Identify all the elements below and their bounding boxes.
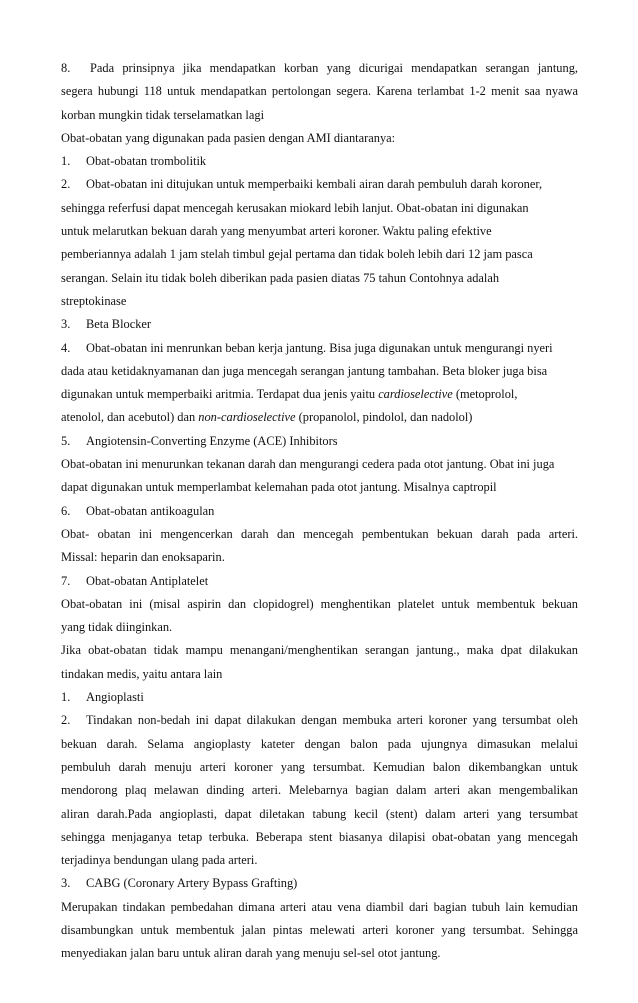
- item-number: 7.: [61, 573, 71, 588]
- list-item-cabg: [61, 872, 578, 895]
- thrombolytic-desc-line-6: streptokinase: [61, 293, 127, 308]
- thrombolytic-desc-line-3: untuk melarutkan bekuan darah yang menyumbat arteri koroner. Waktu paling efektive: [61, 224, 492, 239]
- item-heading: Obat-obatan trombolitik: [86, 154, 207, 169]
- thrombolytic-desc-line-1: [61, 173, 578, 196]
- item-number: 5.: [61, 433, 71, 448]
- procedures-intro-line-1: Jika obat-obatan tidak mampu menangani/menghentikan serangan jantung., maka dpat dilakukan: [61, 643, 578, 658]
- angioplasty-desc-line-3: pembuluh darah menuju arteri koroner yang tersumbat. Kemudian balon dikembangkan untuk: [61, 759, 578, 774]
- antiplatelet-desc-line-1: Obat-obatan ini (misal aspirin dan clopidogrel) menghentikan platelet untuk membentuk bekuan: [61, 596, 578, 611]
- text: Obat-obatan ini ditujukan untuk memperbaiki kembali airan darah pembuluh darah koroner,: [86, 177, 543, 192]
- text: (propanolol, pindolol, dan nadolol): [295, 410, 473, 425]
- item-number: 6.: [61, 503, 71, 518]
- item-heading: Beta Blocker: [86, 317, 152, 332]
- drug-list-intro: Obat-obatan yang digunakan pada pasien dengan AMI diantaranya:: [61, 130, 396, 145]
- anticoagulant-desc-line-1: Obat- obatan ini mengencerkan darah dan mencegah pembentukan bekuan darah pada arteri.: [61, 526, 578, 541]
- cabg-desc-line-3: menyediakan jalan baru untuk aliran darah yang menuju sel-sel otot jantung.: [61, 946, 441, 961]
- list-item-thrombolytic: [61, 150, 578, 173]
- list-item-ace-inhibitors: [61, 430, 578, 453]
- item-number: 1.: [61, 690, 71, 705]
- ace-desc-line-2: dapat digunakan untuk memperlambat kelemahan pada otot jantung. Misalnya captropil: [61, 480, 497, 495]
- beta-blocker-desc-line-4: [61, 406, 578, 429]
- list-item-anticoagulant: [61, 500, 578, 523]
- paragraph-8-line-1: [61, 57, 578, 80]
- item-number: 3.: [61, 876, 71, 891]
- item-number: 2.: [61, 713, 71, 728]
- procedures-intro-line-2: tindakan medis, yaitu antara lain: [61, 666, 223, 681]
- thrombolytic-desc-line-4: pemberiannya adalah 1 jam stelah timbul gejal pertama dan tidak boleh lebih dari 12 jam pasca: [61, 247, 533, 262]
- list-item-angioplasty: [61, 686, 578, 709]
- item-heading: Obat-obatan antikoagulan: [86, 503, 215, 518]
- item-number: 1.: [61, 154, 71, 169]
- item-heading: Angioplasti: [86, 690, 144, 705]
- antiplatelet-desc-line-2: yang tidak diinginkan.: [61, 620, 173, 635]
- thrombolytic-desc-line-2: sehingga referfusi dapat mencegah kerusakan miokard lebih lanjut. Obat-obatan ini digunakan: [61, 200, 529, 215]
- paragraph-8-line-2: segera hubungi 118 untuk mendapatkan pertolongan segera. Karena terlambat 1-2 menit saa nyawa: [61, 84, 578, 99]
- cabg-desc-line-2: disambungkan untuk membentuk jalan pintas melewati arteri koroner yang tersumbat. Sehingga: [61, 922, 578, 937]
- item-number: 3.: [61, 317, 71, 332]
- cabg-desc-line-1: Merupakan tindakan pembedahan dimana arteri atau vena diambil dari bagian tubuh lain kemudian: [61, 899, 578, 914]
- item-heading: CABG (Coronary Artery Bypass Grafting): [86, 876, 298, 891]
- text: Tindakan non-bedah ini dapat dilakukan dengan membuka arteri koroner yang tersumbat oleh: [86, 713, 578, 728]
- text: (metoprolol,: [452, 387, 518, 402]
- angioplasty-desc-line-1: [61, 709, 578, 732]
- beta-blocker-desc-line-2: dada atau ketidaknyamanan dan juga mencegah serangan jantung tambahan. Beta bloker juga bisa: [61, 363, 548, 378]
- list-item-beta-blocker: [61, 313, 578, 336]
- anticoagulant-desc-line-2: Missal: heparin dan enoksaparin.: [61, 550, 225, 565]
- italic-term: cardioselective: [378, 387, 453, 402]
- item-heading: Angiotensin-Converting Enzyme (ACE) Inhibitors: [86, 433, 338, 448]
- item-number: 2.: [61, 177, 71, 192]
- text: digunakan untuk memperbaiki aritmia. Terdapat dua jenis yaitu: [61, 387, 379, 402]
- text: Pada prinsipnya jika mendapatkan korban yang dicurigai mendapatkan serangan jantung,: [90, 61, 578, 75]
- angioplasty-desc-line-4: mendorong plaq melawan dinding arteri. Melebarnya bagian dalam arteri akan mengembalikan: [61, 783, 578, 798]
- ace-desc-line-1: Obat-obatan ini menurunkan tekanan darah dan mengurangi cedera pada otot jantung. Obat ini juga: [61, 457, 555, 472]
- angioplasty-desc-line-2: bekuan darah. Selama angioplasty kateter dengan balon pada ujungnya dimasukan melalui: [61, 736, 578, 751]
- angioplasty-desc-line-5: aliran darah.Pada angioplasti, dapat diletakan tabung kecil (stent) dalam arteri yang tersumbat: [61, 806, 578, 821]
- italic-term: non-cardioselective: [198, 410, 296, 425]
- list-item-antiplatelet: [61, 570, 578, 593]
- thrombolytic-desc-line-5: serangan. Selain itu tidak boleh diberikan pada pasien diatas 75 tahun Contohnya adalah: [61, 270, 500, 285]
- angioplasty-desc-line-6: sehingga menjaganya tetap terbuka. Beberapa stent biasanya dilapisi obat-obatan yang mencegah: [61, 829, 578, 844]
- beta-blocker-desc-line-1: [61, 337, 578, 360]
- item-heading: Obat-obatan Antiplatelet: [86, 573, 209, 588]
- beta-blocker-desc-line-3: [61, 383, 578, 406]
- paragraph-8-line-3: korban mungkin tidak terselamatkan lagi: [61, 107, 265, 122]
- text: Obat-obatan ini menrunkan beban kerja jantung. Bisa juga digunakan untuk mengurangi nyeri: [86, 340, 553, 355]
- item-number: 8.: [61, 61, 71, 75]
- text: atenolol, dan acebutol) dan: [61, 410, 199, 425]
- angioplasty-desc-line-7: terjadinya bendungan ulang pada arteri.: [61, 853, 258, 868]
- item-number: 4.: [61, 340, 71, 355]
